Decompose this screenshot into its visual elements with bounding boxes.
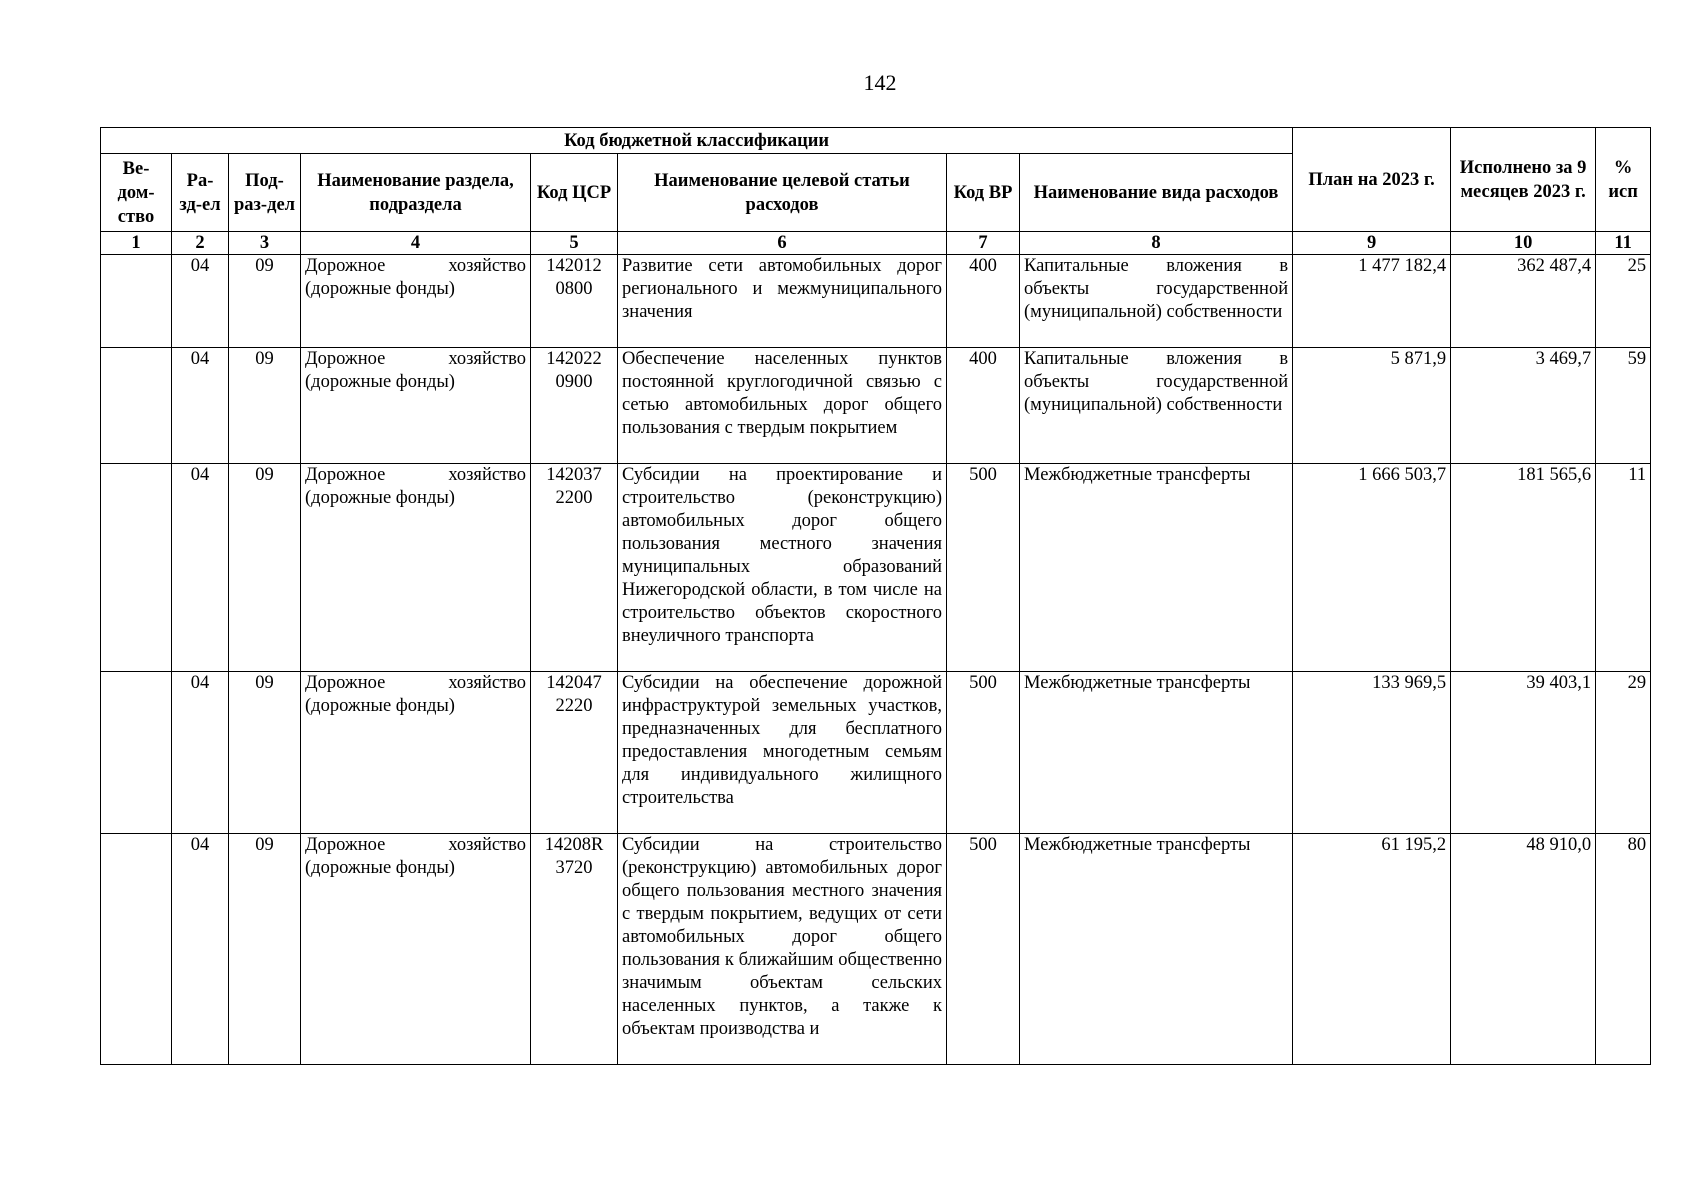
cell-percent: 80 (1596, 834, 1651, 1065)
cell-vedomstvo (101, 672, 172, 834)
cell-razdel-name: Дорожное хозяйство (дорожные фонды) (301, 834, 531, 1065)
cell-executed: 39 403,1 (1451, 672, 1596, 834)
cell-plan: 1 477 182,4 (1293, 255, 1451, 348)
cell-podrazdel: 09 (229, 672, 301, 834)
table-row (101, 834, 1651, 1065)
cell-razdel: 04 (172, 464, 229, 672)
cell-razdel: 04 (172, 834, 229, 1065)
table-row (101, 672, 1651, 834)
column-number: 1 (101, 232, 172, 255)
cell-vid-name: Межбюджетные трансферты (1020, 464, 1293, 672)
header-vedomstvo: Ве-дом-ство (101, 154, 172, 232)
cell-vid-name: Межбюджетные трансферты (1020, 672, 1293, 834)
header-plan: План на 2023 г. (1293, 128, 1451, 232)
header-percent: % исп (1596, 128, 1651, 232)
cell-vedomstvo (101, 255, 172, 348)
cell-plan: 133 969,5 (1293, 672, 1451, 834)
column-number: 4 (301, 232, 531, 255)
table-row (101, 255, 1651, 348)
cell-razdel: 04 (172, 348, 229, 464)
cell-kod-csr: 142047 2220 (531, 672, 618, 834)
cell-percent: 59 (1596, 348, 1651, 464)
column-number: 5 (531, 232, 618, 255)
cell-percent: 25 (1596, 255, 1651, 348)
table-row (101, 348, 1651, 464)
cell-podrazdel: 09 (229, 464, 301, 672)
cell-executed: 181 565,6 (1451, 464, 1596, 672)
cell-kod-csr: 14208R 3720 (531, 834, 618, 1065)
cell-kod-vr: 500 (947, 672, 1020, 834)
cell-target-name: Субсидии на обеспечение дорожной инфраструктурой земельных участков, предназначенных для бесплатного предоставления многодетным семьям для индивидуального жилищного строительства (618, 672, 947, 834)
column-number: 8 (1020, 232, 1293, 255)
cell-razdel-name: Дорожное хозяйство (дорожные фонды) (301, 672, 531, 834)
header-kod-vr: Код ВР (947, 154, 1020, 232)
cell-razdel: 04 (172, 255, 229, 348)
cell-podrazdel: 09 (229, 834, 301, 1065)
page-number: 142 (863, 70, 897, 95)
cell-razdel: 04 (172, 672, 229, 834)
cell-kod-csr: 142037 2200 (531, 464, 618, 672)
cell-kod-vr: 400 (947, 348, 1020, 464)
cell-target-name: Обеспечение населенных пунктов постоянной круглогодичной связью с сетью автомобильных дорог общего пользования с твердым покрытием (618, 348, 947, 464)
cell-plan: 1 666 503,7 (1293, 464, 1451, 672)
cell-target-name-text: Субсидии на строительство (реконструкцию) автомобильных дорог общего пользования местного значения с твердым покрытием, ведущих от сети автомобильных дорог общего пользования к ближайшим общественно значимым объектам сельских населенных пунктов, а также к объектам производства и (622, 835, 942, 1039)
group-header-budget-code: Код бюджетной классификации (101, 128, 1293, 154)
cell-razdel-name: Дорожное хозяйство (дорожные фонды) (301, 464, 531, 672)
header-target-name: Наименование целевой статьи расходов (618, 154, 947, 232)
header-razdel-name: Наименование раздела, подраздела (301, 154, 531, 232)
header-podrazdel: Под-раз-дел (229, 154, 301, 232)
column-number: 2 (172, 232, 229, 255)
cell-vid-name: Межбюджетные трансферты (1020, 834, 1293, 1065)
cell-vid-name: Капитальные вложения в объекты государственной (муниципальной) собственности (1020, 348, 1293, 464)
cell-razdel-name: Дорожное хозяйство (дорожные фонды) (301, 255, 531, 348)
header-kod-csr: Код ЦСР (531, 154, 618, 232)
cell-target-name (618, 834, 947, 1065)
cell-kod-csr: 142022 0900 (531, 348, 618, 464)
header-executed: Исполнено за 9 месяцев 2023 г. (1451, 128, 1596, 232)
cell-target-name: Субсидии на проектирование и строительство (реконструкцию) автомобильных дорог общего пользования местного значения муниципальных образований Нижегородской области, в том числе на строительство объектов скоростного внеуличного транспорта (618, 464, 947, 672)
header-vid-name: Наименование вида расходов (1020, 154, 1293, 232)
cell-podrazdel: 09 (229, 348, 301, 464)
table-row (101, 464, 1651, 672)
cell-kod-vr: 400 (947, 255, 1020, 348)
column-number: 6 (618, 232, 947, 255)
cell-executed: 3 469,7 (1451, 348, 1596, 464)
column-number: 9 (1293, 232, 1451, 255)
cell-percent: 11 (1596, 464, 1651, 672)
cell-target-name: Развитие сети автомобильных дорог регионального и межмуниципального значения (618, 255, 947, 348)
column-number: 3 (229, 232, 301, 255)
cell-kod-vr: 500 (947, 464, 1020, 672)
cell-kod-vr: 500 (947, 834, 1020, 1065)
cell-percent: 29 (1596, 672, 1651, 834)
cell-vedomstvo (101, 834, 172, 1065)
column-number: 7 (947, 232, 1020, 255)
cell-executed: 48 910,0 (1451, 834, 1596, 1065)
cell-vedomstvo (101, 464, 172, 672)
header-razdel: Ра-зд-ел (172, 154, 229, 232)
cell-podrazdel: 09 (229, 255, 301, 348)
cell-kod-csr: 142012 0800 (531, 255, 618, 348)
cell-plan: 5 871,9 (1293, 348, 1451, 464)
cell-vid-name: Капитальные вложения в объекты государственной (муниципальной) собственности (1020, 255, 1293, 348)
cell-vedomstvo (101, 348, 172, 464)
budget-table (100, 127, 1651, 1065)
column-number-row (101, 232, 1651, 255)
cell-razdel-name: Дорожное хозяйство (дорожные фонды) (301, 348, 531, 464)
column-number: 11 (1596, 232, 1651, 255)
cell-plan: 61 195,2 (1293, 834, 1451, 1065)
column-number: 10 (1451, 232, 1596, 255)
cell-executed: 362 487,4 (1451, 255, 1596, 348)
